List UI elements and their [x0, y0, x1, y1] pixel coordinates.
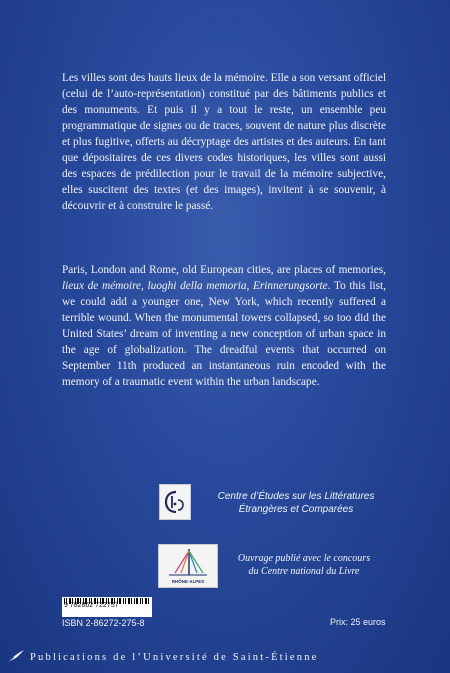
ouvrage-notice	[224, 552, 384, 578]
english-paragraph	[62, 262, 386, 390]
rhone-alpes-label: RHÔNE·ALPES	[171, 579, 205, 584]
barcode-number: 9 782862 722757	[64, 602, 119, 609]
isbn: ISBN 2-86272-275-8	[62, 618, 145, 628]
ouvrage-line-2: du Centre national du Livre	[248, 566, 360, 577]
quill-icon	[6, 648, 26, 669]
cletc-logo-icon	[159, 484, 191, 520]
centre-name	[196, 490, 396, 516]
english-text-part1: Paris, London and Rome, old European cities, are places of memories,	[62, 264, 386, 276]
english-text-part2: . To this list, we could add a younger one, New York, which recently suffered a terrible wound. When the monumental towers collapsed, so too did the United States’ dream of inventing a new conception of urban space in the age of globalization. The dreadful events that occurred on September 11th produced an instantaneous ruin encoded with the memory of a traumatic event within the urban landscape.	[62, 280, 387, 388]
centre-line-2: Étrangères et Comparées	[238, 504, 354, 515]
price: Prix: 25 euros	[330, 617, 386, 627]
centre-line-1: Centre d’Études sur les Littératures	[217, 491, 375, 502]
ouvrage-line-1: Ouvrage publié avec le concours	[237, 553, 371, 564]
rhone-alpes-logo-icon	[158, 544, 218, 588]
publisher-name: Publications de l’Université de Saint-Étienne	[30, 652, 319, 663]
english-text-italic: lieux de mémoire, luoghi della memoria, Erinnerungsorte	[62, 280, 328, 292]
publisher-bar	[0, 642, 450, 673]
french-paragraph: Les villes sont des hauts lieux de la mémoire. Elle a son versant officiel (celui de l’auto-représentation) constitué par des bâtiments publics et des monuments. Et puis il y a tout le reste, un ensemble peu programmatique de signes ou de traces, souvent de nature plus discrète et plus fugitive, offerts au décryptage des artistes et des auteurs. En tant que dépositaires de ces divers codes historiques, les villes sont aussi des espaces de prédilection pour le travail de la mémoire subjective, elles suscitent des textes (et des images), invitent à se souvenir, à découvrir et à construire le passé.	[62, 72, 386, 212]
